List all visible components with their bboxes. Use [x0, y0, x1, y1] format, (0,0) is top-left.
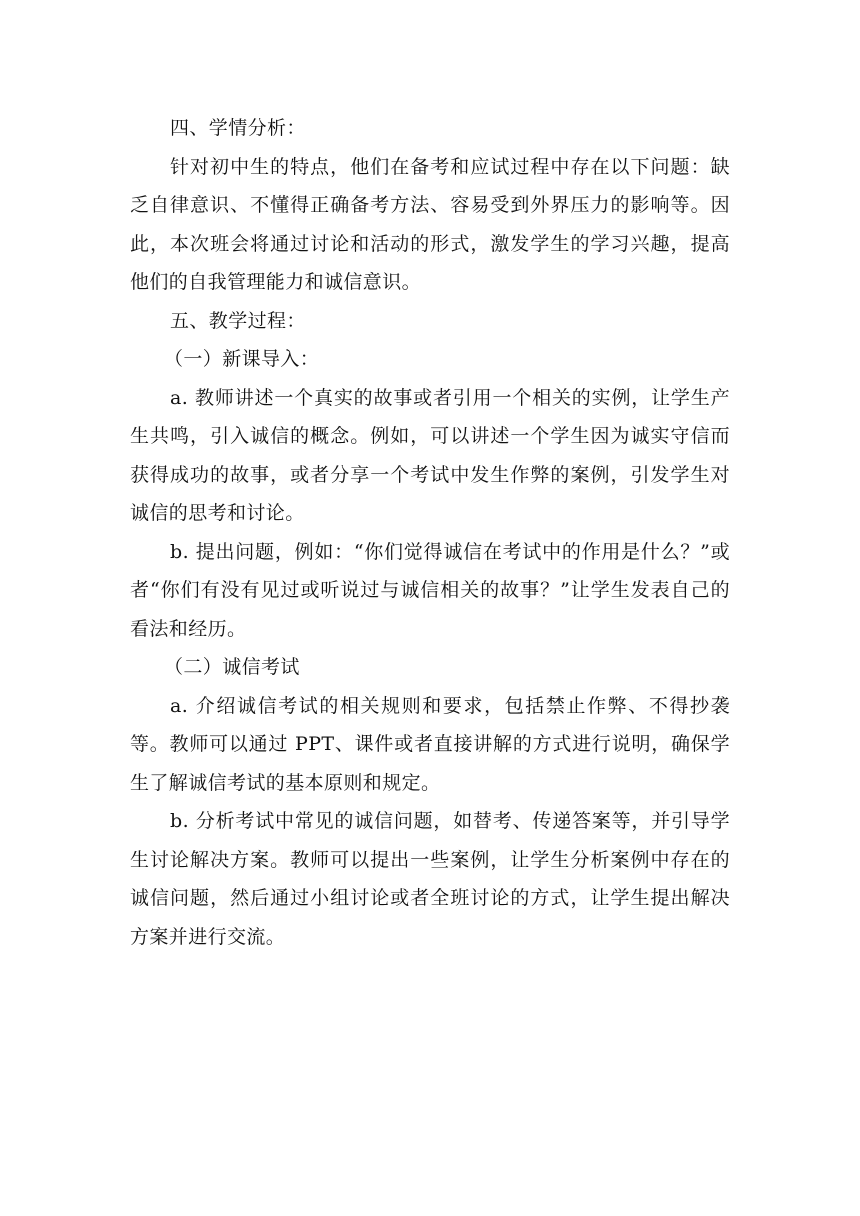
- section-4-heading: 四、学情分析：: [170, 117, 306, 139]
- section-4-paragraph: 针对初中生的特点，他们在备考和应试过程中存在以下问题：缺乏自律意识、不懂得正确备考方法、容易受到外界压力的影响等。因此，本次班会将通过讨论和活动的形式，激发学生的学习兴趣，提高他们的自我管理能力和诚信意识。: [130, 155, 730, 293]
- subsection-1-item-a: a. 教师讲述一个真实的故事或者引用一个相关的实例，让学生产生共鸣，引入诚信的概念。例如，可以讲述一个学生因为诚实守信而获得成功的故事，或者分享一个考试中发生作弊的案例，引发学生对诚信的思考和讨论。: [130, 386, 730, 524]
- subsection-2-item-b: b. 分析考试中常见的诚信问题，如替考、传递答案等，并引导学生讨论解决方案。教师可以提出一些案例，让学生分析案例中存在的诚信问题，然后通过小组讨论或者全班讨论的方式，让学生提出解决方案并进行交流。: [130, 810, 730, 948]
- subsection-1-item-b: b. 提出问题，例如：“你们觉得诚信在考试中的作用是什么？”或者“你们有没有见过或听说过与诚信相关的故事？”让学生发表自己的看法和经历。: [130, 540, 730, 640]
- section-5-heading: 五、教学过程：: [170, 309, 306, 332]
- subsection-2-item-a: a. 介绍诚信考试的相关规则和要求，包括禁止作弊、不得抄袭等。教师可以通过 PPT、课件或者直接讲解的方式进行说明，确保学生了解诚信考试的基本原则和规定。: [130, 694, 730, 794]
- subsection-1-heading: （一）新课导入：: [164, 348, 320, 370]
- subsection-2-heading: （二）诚信考试: [164, 656, 300, 678]
- document-body: [130, 109, 730, 956]
